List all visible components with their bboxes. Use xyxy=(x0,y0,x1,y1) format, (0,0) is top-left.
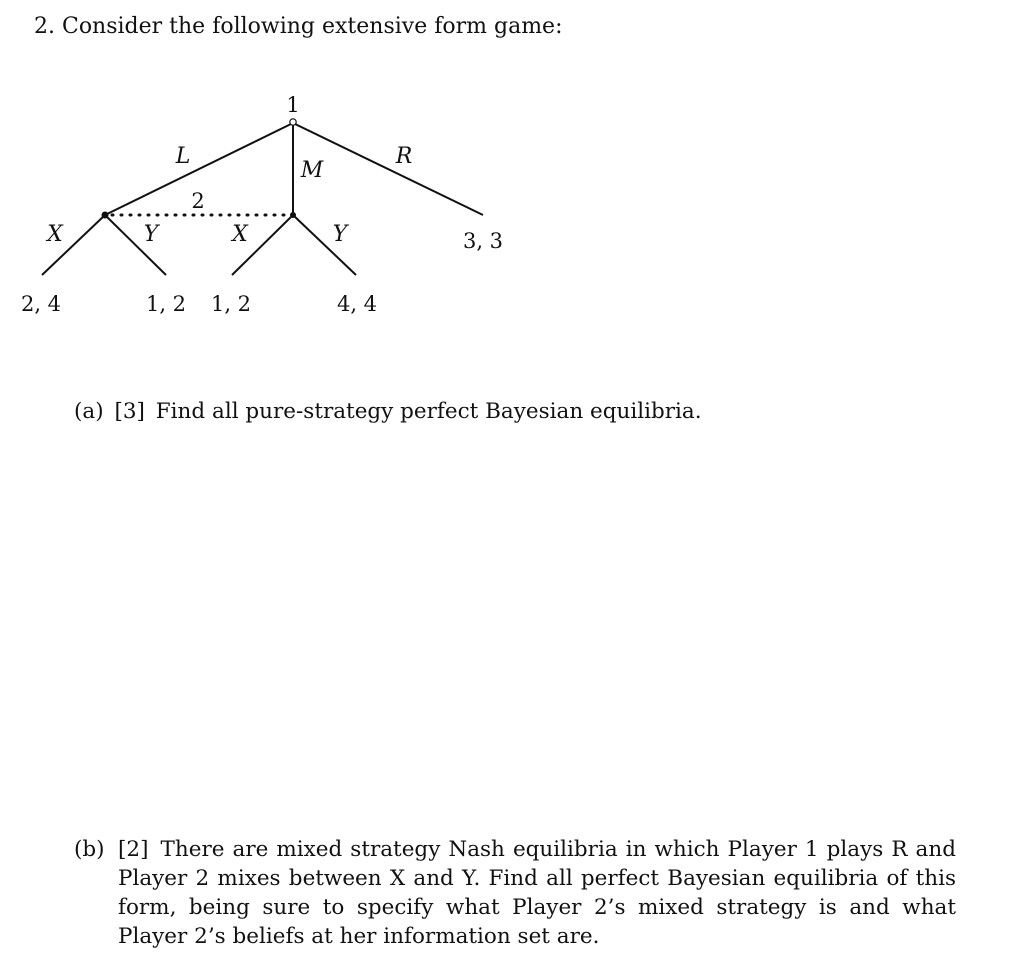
question-a-text: Find all pure-strategy perfect Bayesian equilibria. xyxy=(155,399,702,424)
action-label-L: L xyxy=(175,144,191,169)
question-b-text: There are mixed strategy Nash equilibria in which Player 1 plays R and Player 2 mixes between X and Y. Find all perfect Bayesian equilibria of this form, being sure to specify what Player 2’s mixed strategy is and what Player 2’s beliefs at her information set are. xyxy=(118,837,956,949)
action-label-Y-right: Y xyxy=(332,222,348,247)
question-b xyxy=(74,835,956,951)
action-label-R: R xyxy=(395,144,413,169)
action-label-M: M xyxy=(300,158,324,183)
payoff-MY: 4, 4 xyxy=(336,292,378,316)
payoff-LX: 2, 4 xyxy=(20,292,62,316)
action-label-Y-left: Y xyxy=(143,222,159,247)
player2-label: 2 xyxy=(191,189,205,213)
player2-node-left xyxy=(102,212,109,219)
root-node xyxy=(290,119,296,125)
problem-heading: 2. Consider the following extensive form game: xyxy=(34,14,563,39)
game-tree-diagram xyxy=(0,0,1024,340)
question-b-tag: (b) xyxy=(74,837,105,862)
payoff-R: 3, 3 xyxy=(462,229,504,253)
player2-node-right xyxy=(290,212,296,218)
payoff-MX: 1, 2 xyxy=(210,292,252,316)
question-a xyxy=(74,397,934,426)
action-label-X-left: X xyxy=(47,222,63,247)
question-b-points: [2] xyxy=(118,837,149,862)
payoff-LY: 1, 2 xyxy=(145,292,187,316)
question-a-tag: (a) xyxy=(74,399,104,424)
question-a-points: [3] xyxy=(114,399,145,424)
action-label-X-right: X xyxy=(232,222,248,247)
player1-label: 1 xyxy=(286,93,300,117)
